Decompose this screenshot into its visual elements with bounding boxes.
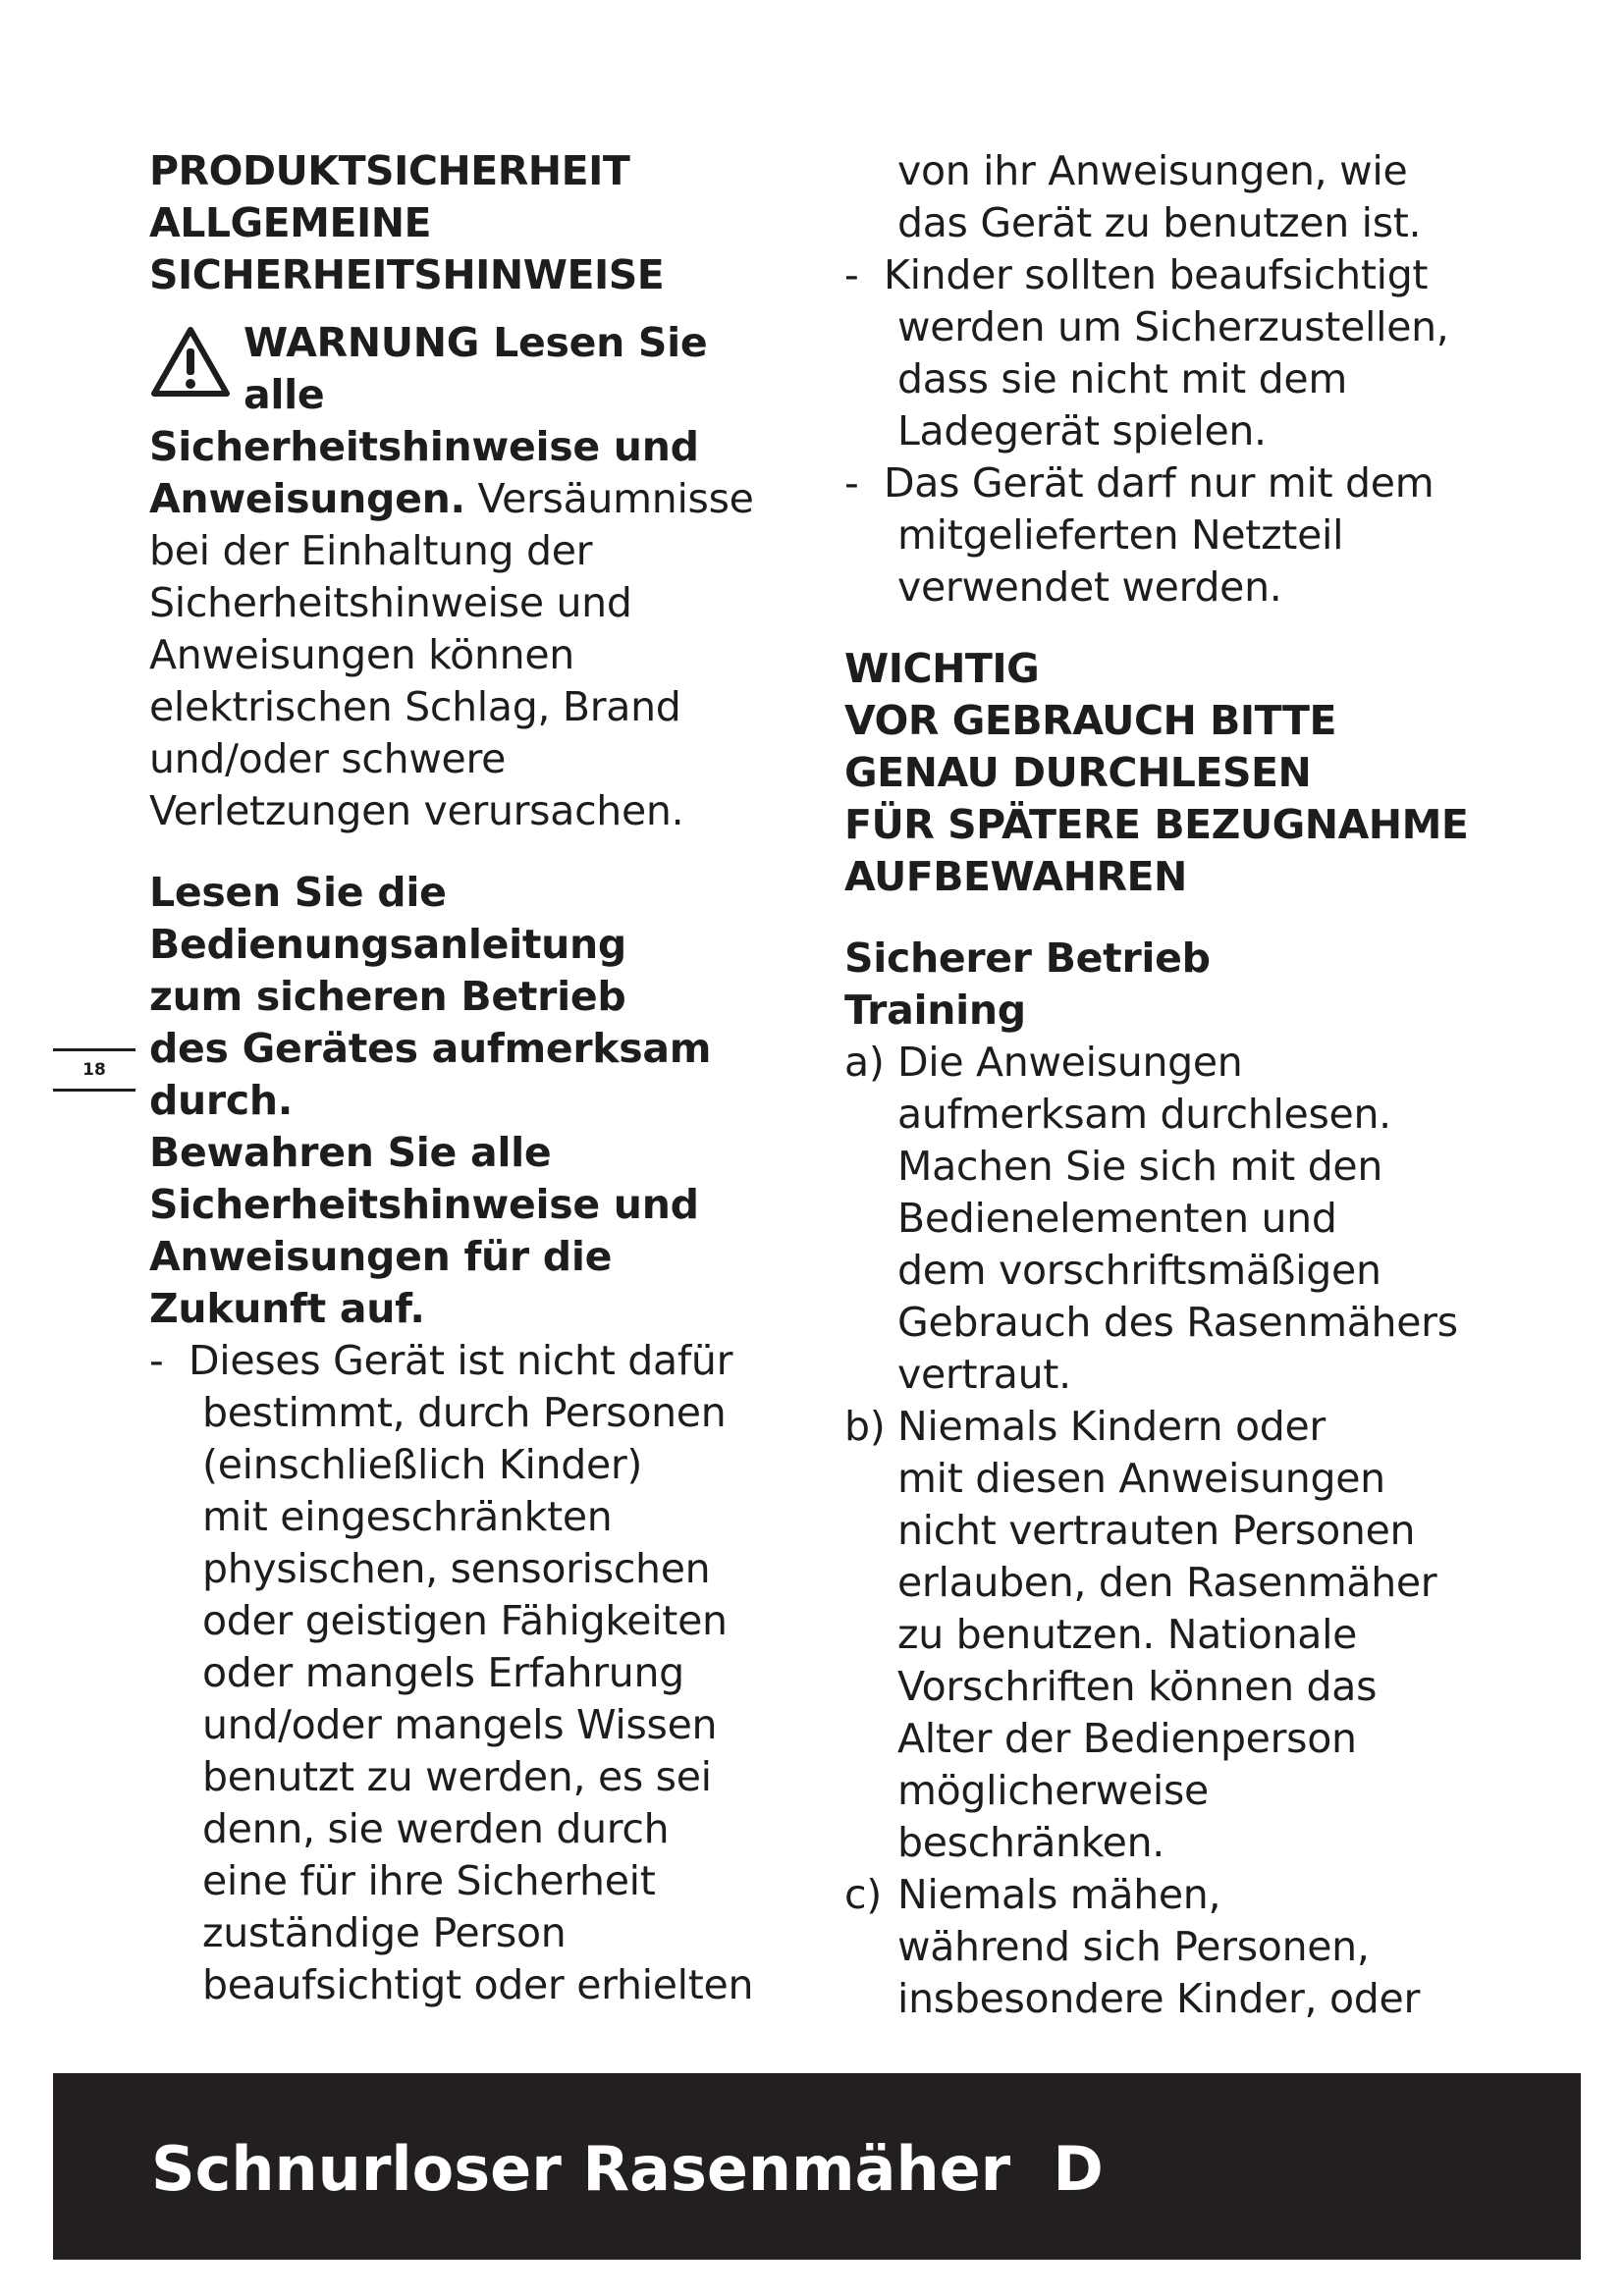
list-item-line: bestimmt, durch Personen — [202, 1389, 727, 1436]
warning-text: Versäumnisse — [464, 475, 754, 522]
list-marker: b) — [844, 1403, 886, 1450]
section-heading — [149, 145, 817, 301]
continued-line: das Gerät zu benutzen ist. — [897, 199, 1422, 246]
product-name: Schnurloser Rasenmäher — [151, 2133, 1011, 2205]
list-item-line: verwendet werden. — [897, 563, 1282, 611]
list-item-line: Alter der Bedienperson — [897, 1715, 1357, 1762]
warning-text-line: Sicherheitshinweise und — [149, 579, 632, 626]
list-item-line: Die Anweisungen — [897, 1039, 1243, 1086]
list-item — [844, 249, 1483, 457]
read-manual-line: Zukunft auf. — [149, 1285, 425, 1332]
list-item-line: dem vorschriftsmäßigen — [897, 1247, 1381, 1294]
heading-line: PRODUKTSICHERHEIT — [149, 147, 630, 194]
list-item-line: Kinder sollten beaufsichtigt — [884, 251, 1429, 298]
read-manual-line: Bewahren Sie alle — [149, 1129, 552, 1176]
read-manual-line: Sicherheitshinweise und — [149, 1181, 699, 1228]
list-item — [149, 1335, 817, 2011]
warning-text-line: bei der Einhaltung der — [149, 527, 593, 574]
list-item-line: werden um Sicherzustellen, — [897, 303, 1449, 350]
important-line: VOR GEBRAUCH BITTE — [844, 697, 1337, 744]
list-item-line: insbesondere Kinder, oder — [897, 1975, 1421, 2022]
page-number-marker — [53, 1048, 135, 1092]
read-manual-line: durch. — [149, 1077, 294, 1124]
list-item-line: eine für ihre Sicherheit — [202, 1857, 656, 1904]
warning-text-line: Anweisungen können — [149, 631, 574, 678]
list-item-line: oder mangels Erfahrung — [202, 1649, 684, 1696]
warning-text-line: und/oder schwere — [149, 735, 507, 782]
list-item-line: aufmerksam durchlesen. — [897, 1091, 1391, 1138]
subheading-line: Training — [844, 987, 1026, 1034]
read-manual-line: Anweisungen für die — [149, 1233, 613, 1280]
subheading — [844, 933, 1483, 1037]
continued-line: von ihr Anweisungen, wie — [897, 147, 1408, 194]
footer-bar — [53, 2073, 1581, 2260]
warning-bold-line: alle — [244, 371, 325, 418]
list-item-line: Dieses Gerät ist nicht dafür — [189, 1337, 733, 1384]
read-manual-line: zum sicheren Betrieb — [149, 973, 626, 1020]
list-item-line: und/oder mangels Wissen — [202, 1701, 718, 1748]
important-line: GENAU DURCHLESEN — [844, 749, 1312, 796]
list-item-line: während sich Personen, — [897, 1923, 1370, 1970]
list-item-line: beaufsichtigt oder erhielten — [202, 1961, 754, 2008]
warning-text-line: elektrischen Schlag, Brand — [149, 683, 681, 730]
dash-marker: - — [844, 251, 859, 298]
warning-bold-line: WARNUNG Lesen Sie — [244, 319, 708, 366]
right-column — [844, 145, 1483, 2025]
warning-bold-text: Anweisungen. — [149, 475, 465, 522]
warning-bold-line: Sicherheitshinweise und — [149, 423, 699, 470]
list-item-line: mitgelieferten Netzteil — [897, 511, 1344, 559]
divider — [53, 1089, 135, 1092]
footer-title — [151, 2130, 1104, 2209]
list-item-line: oder geistigen Fähigkeiten — [202, 1597, 728, 1644]
list-item-line: benutzt zu werden, es sei — [202, 1753, 712, 1800]
left-column — [149, 145, 817, 2011]
read-manual-line: Bedienungsanleitung — [149, 921, 626, 968]
list-item-line: zuständige Person — [202, 1909, 567, 1956]
list-item-line: Machen Sie sich mit den — [897, 1143, 1383, 1190]
list-item-line: physischen, sensorischen — [202, 1545, 711, 1592]
list-item-line: möglicherweise — [897, 1767, 1209, 1814]
list-item-line: dass sie nicht mit dem — [897, 355, 1347, 402]
important-line: AUFBEWAHREN — [844, 853, 1187, 900]
read-manual-line: Lesen Sie die — [149, 869, 447, 916]
heading-line: SICHERHEITSHINWEISE — [149, 251, 665, 298]
warning-mixed-line — [149, 473, 817, 525]
list-item-line: denn, sie werden durch — [202, 1805, 670, 1852]
list-item-line: erlauben, den Rasenmäher — [897, 1559, 1437, 1606]
list-item — [844, 1869, 1483, 2025]
important-line: WICHTIG — [844, 645, 1040, 692]
page-number: 18 — [82, 1060, 106, 1080]
read-manual-line: des Gerätes aufmerksam — [149, 1025, 712, 1072]
warning-block — [149, 317, 817, 837]
warning-triangle-icon — [149, 325, 232, 400]
subheading-line: Sicherer Betrieb — [844, 934, 1211, 982]
list-item-line: Das Gerät darf nur mit dem — [884, 459, 1435, 507]
list-item-line: Niemals Kindern oder — [897, 1403, 1326, 1450]
language-code: D — [1053, 2133, 1104, 2205]
list-item-line: Ladegerät spielen. — [897, 407, 1267, 454]
list-item — [844, 1037, 1483, 1401]
dash-marker: - — [149, 1337, 164, 1384]
list-item-line: Vorschriften können das — [897, 1663, 1378, 1710]
dash-marker: - — [844, 459, 859, 507]
list-item — [844, 457, 1483, 614]
list-item-line: nicht vertrauten Personen — [897, 1507, 1416, 1554]
list-marker: a) — [844, 1039, 885, 1086]
important-notice — [844, 643, 1483, 903]
list-item-line: mit eingeschränkten — [202, 1493, 613, 1540]
warning-text-line: Verletzungen verursachen. — [149, 787, 684, 834]
list-marker: c) — [844, 1871, 882, 1918]
important-line: FÜR SPÄTERE BEZUGNAHME — [844, 801, 1469, 848]
list-item-line: beschränken. — [897, 1819, 1165, 1866]
list-item-line: zu benutzen. Nationale — [897, 1611, 1358, 1658]
list-item-line: Bedienelementen und — [897, 1195, 1337, 1242]
list-item-line: (einschließlich Kinder) — [202, 1441, 643, 1488]
heading-line: ALLGEMEINE — [149, 199, 432, 246]
read-manual-block — [149, 867, 817, 1335]
list-item-line: Gebrauch des Rasenmähers — [897, 1299, 1458, 1346]
continued-text — [844, 145, 1483, 249]
list-item-line: vertraut. — [897, 1351, 1071, 1398]
list-item-line: mit diesen Anweisungen — [897, 1455, 1385, 1502]
list-item — [844, 1401, 1483, 1869]
list-item-line: Niemals mähen, — [897, 1871, 1221, 1918]
